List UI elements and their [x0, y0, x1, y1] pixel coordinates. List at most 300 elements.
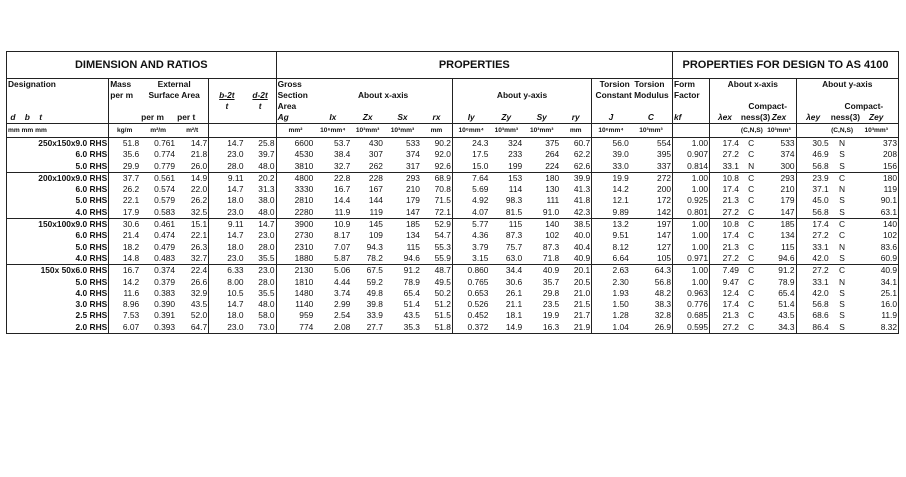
section-design: PROPERTIES FOR DESIGN TO AS 4100: [673, 52, 899, 79]
table-cell: 224: [545, 160, 560, 171]
table-cell: 3330: [294, 184, 314, 195]
table-cell: 14.7: [227, 230, 244, 241]
table-cell: 26.0: [176, 161, 209, 173]
table-cell: 147: [630, 230, 673, 241]
table-cell: 21.4: [122, 230, 140, 241]
about-x-header: About x-axis: [314, 90, 452, 101]
table-cell: 140: [854, 219, 898, 231]
data-body: [7, 138, 899, 334]
table-row: [7, 149, 899, 160]
table-cell: 144: [368, 195, 383, 206]
sym-lex: λex: [717, 112, 732, 122]
sym-per-t: per t: [176, 112, 209, 124]
table-cell: 14.2: [612, 184, 629, 195]
sym-sy: Sy: [536, 112, 547, 122]
table-cell: 317: [405, 160, 420, 171]
table-cell: 64.7: [176, 322, 209, 334]
gross-header: Gross: [277, 79, 302, 89]
table-cell: 10.8: [710, 172, 740, 184]
table-cell: 34.4: [489, 265, 523, 277]
table-cell: 21.5: [560, 299, 591, 310]
table-cell: 264: [545, 149, 560, 160]
table-cell: 48.7: [421, 265, 452, 277]
table-cell: 59.2: [366, 276, 383, 287]
unit-cell: 10³mm³: [489, 124, 523, 138]
table-cell: 39.9: [560, 172, 591, 184]
table-cell: 9.47: [722, 276, 739, 287]
table-cell: 10.8: [710, 219, 740, 231]
table-cell: 24.3: [472, 138, 489, 148]
table-cell: S: [839, 195, 845, 206]
table-cell: S: [839, 287, 845, 298]
table-cell: 4.36: [472, 230, 489, 241]
table-cell: 28.0: [245, 242, 277, 253]
table-cell: 130: [545, 184, 560, 195]
designation-cell: 150x100x9.0 RHS: [7, 219, 109, 231]
table-cell: 111: [546, 195, 560, 206]
table-cell: 1.00: [673, 277, 710, 288]
table-cell: 48.0: [245, 299, 277, 310]
table-cell: 37.1: [812, 184, 829, 195]
table-cell: 180: [854, 172, 898, 184]
torsion-constant-header: Torsion: [599, 79, 630, 89]
table-cell: 4530: [294, 149, 314, 160]
table-cell: 102: [883, 230, 897, 241]
designation-cell: 5.0 RHS: [7, 277, 109, 288]
table-cell: 0.779: [154, 160, 176, 171]
sym-per-m: per m: [141, 112, 164, 122]
modulus-header: Modulus: [634, 90, 669, 100]
table-cell: 5.06: [314, 265, 351, 277]
sym-ness-x: ness(3): [740, 112, 771, 122]
table-cell: 197: [630, 219, 673, 231]
unit-cell: 10³mm³: [762, 124, 796, 138]
table-cell: 94.3: [366, 241, 383, 252]
table-cell: 1.28: [612, 310, 629, 321]
sym-ag: Ag: [277, 112, 289, 122]
table-cell: 0.653: [467, 287, 489, 298]
table-cell: 23.9: [796, 172, 830, 184]
table-cell: 40.9: [560, 253, 591, 265]
table-cell: 49.8: [366, 287, 383, 298]
table-row: [7, 288, 899, 299]
external-header: External: [140, 79, 209, 91]
table-cell: 1880: [294, 252, 314, 263]
table-cell: 208: [883, 149, 897, 160]
table-cell: 75.7: [505, 241, 523, 252]
table-cell: 56.0: [612, 138, 629, 148]
table-cell: 0.452: [467, 310, 489, 321]
table-cell: 1.04: [612, 321, 629, 332]
table-cell: 78.2: [366, 252, 383, 263]
table-cell: 71.5: [421, 195, 452, 206]
header-row-1: [7, 79, 899, 91]
table-cell: 307: [368, 149, 383, 160]
table-cell: 27.7: [366, 321, 383, 332]
table-cell: 0.390: [154, 299, 176, 310]
table-row: [7, 219, 899, 231]
table-cell: 324: [508, 138, 523, 148]
table-cell: 13.2: [592, 219, 630, 231]
table-cell: 81.5: [505, 206, 523, 217]
table-cell: 21.3: [722, 241, 739, 252]
table-row: [7, 265, 899, 277]
table-cell: 28.0: [227, 160, 244, 171]
table-cell: 23.0: [227, 149, 244, 160]
table-cell: 0.765: [467, 276, 489, 287]
unit-cell: 10⁶mm⁴: [592, 124, 630, 138]
table-cell: 554: [630, 138, 673, 150]
table-cell: 2.54: [334, 310, 351, 321]
table-cell: 17.5: [472, 149, 489, 160]
table-cell: 11.6: [123, 287, 140, 298]
table-cell: 27.2: [812, 230, 829, 241]
table-cell: 2.99: [334, 299, 351, 310]
b2t-header: b-2t: [219, 90, 235, 100]
table-cell: 91.2: [384, 265, 421, 277]
table-cell: 22.1: [122, 195, 140, 206]
unit-cell: 10³mm³: [351, 124, 384, 138]
table-cell: 35.3: [403, 321, 420, 332]
table-cell: 23.0: [245, 265, 277, 277]
table-cell: 3.74: [334, 287, 351, 298]
table-cell: 0.860: [452, 265, 489, 277]
table-cell: N: [748, 160, 755, 171]
table-cell: 9.11: [209, 219, 245, 231]
table-cell: N: [839, 276, 846, 287]
table-cell: 78.9: [403, 276, 420, 287]
table-cell: 0.776: [673, 299, 710, 310]
table-cell: 142: [630, 207, 673, 219]
table-cell: 32.8: [630, 310, 673, 321]
table-cell: 68.9: [421, 172, 452, 184]
table-cell: C: [748, 287, 755, 298]
table-cell: 41.8: [560, 195, 591, 206]
table-cell: 115: [489, 219, 523, 231]
table-cell: 38.4: [334, 149, 351, 160]
table-cell: 5.87: [334, 252, 351, 263]
table-cell: 6.33: [209, 265, 245, 277]
designation-header: Designation: [7, 79, 109, 91]
table-cell: 2280: [294, 206, 314, 217]
unit-cell: [209, 124, 245, 138]
table-cell: C: [748, 206, 755, 217]
table-cell: 43.5: [176, 299, 209, 310]
table-cell: C: [748, 241, 755, 252]
table-cell: 21.0: [560, 288, 591, 299]
form-header: Form: [673, 79, 710, 91]
table-cell: 9.89: [612, 206, 629, 217]
table-cell: 87.3: [505, 230, 523, 241]
table-cell: 18.0: [227, 310, 244, 321]
table-cell: S: [839, 149, 845, 160]
table-cell: 35.5: [245, 288, 277, 299]
table-cell: 0.379: [154, 276, 176, 287]
table-cell: 90.1: [880, 195, 897, 206]
table-cell: 63.0: [505, 252, 523, 263]
designation-cell: 150x 50x6.0 RHS: [7, 265, 109, 277]
table-cell: 45.0: [812, 195, 829, 206]
table-cell: 71.8: [542, 252, 560, 263]
table-cell: 199: [508, 160, 523, 171]
table-cell: C: [830, 265, 855, 277]
table-cell: 38.5: [560, 219, 591, 231]
per-m-header: per m: [110, 90, 134, 100]
table-cell: C: [748, 321, 755, 332]
table-cell: S: [839, 299, 845, 310]
unit-cell: m²/t: [176, 124, 209, 138]
table-cell: 8.96: [122, 299, 140, 310]
table-cell: 2.08: [334, 321, 351, 332]
table-cell: 87.3: [542, 241, 560, 252]
sym-c: C: [630, 112, 673, 124]
table-cell: 373: [883, 138, 897, 148]
sym-zex: Zex: [762, 112, 796, 124]
table-cell: C: [839, 230, 846, 241]
table-cell: 51.8: [421, 322, 452, 334]
table-cell: S: [839, 310, 845, 321]
table-cell: 23.0: [245, 230, 277, 241]
table-cell: 210: [405, 184, 420, 195]
designation-cell: 2.0 RHS: [7, 322, 109, 334]
about-y-header: About y-axis: [452, 90, 591, 101]
table-cell: 30.5: [812, 138, 829, 148]
table-cell: 63.1: [880, 206, 897, 217]
table-cell: 1.00: [673, 219, 710, 231]
designation-cell: 6.0 RHS: [7, 230, 109, 241]
table-cell: 64.3: [630, 265, 673, 277]
table-cell: 1.00: [673, 242, 710, 253]
table-cell: 14.7: [227, 299, 244, 310]
table-cell: 1480: [294, 287, 314, 298]
table-cell: 11.9: [334, 206, 351, 217]
table-cell: 17.4: [722, 299, 739, 310]
sym-zey: Zey: [868, 112, 884, 122]
table-cell: 26.6: [176, 277, 209, 288]
table-cell: 56.8: [630, 277, 673, 288]
table-cell: 0.574: [154, 184, 176, 195]
table-cell: C: [748, 299, 755, 310]
table-cell: 134: [405, 230, 420, 241]
designation-cell: 3.0 RHS: [7, 299, 109, 310]
table-cell: 21.8: [176, 149, 209, 160]
table-cell: 65.4: [762, 288, 796, 299]
table-cell: 25.1: [880, 287, 897, 298]
table-cell: 0.814: [673, 161, 710, 173]
table-cell: 14.9: [176, 172, 209, 184]
table-cell: 14.7: [227, 138, 244, 148]
table-cell: 0.374: [140, 265, 176, 277]
d2t-header: d-2t: [252, 90, 268, 100]
table-cell: 17.9: [122, 206, 140, 217]
table-cell: 55.3: [421, 242, 452, 253]
table-cell: 92.0: [421, 149, 452, 160]
table-cell: 2130: [276, 265, 314, 277]
table-cell: 0.383: [154, 287, 176, 298]
table-cell: 21.3: [722, 195, 739, 206]
table-cell: 10.5: [227, 287, 244, 298]
sym-kf: kf: [673, 112, 710, 124]
compact-y-header: Compact-: [844, 101, 884, 111]
table-cell: 16.0: [880, 299, 897, 310]
table-cell: S: [839, 252, 845, 263]
table-cell: 145: [351, 219, 384, 231]
table-cell: 98.3: [505, 195, 523, 206]
table-cell: 51.4: [403, 299, 420, 310]
sym-ley: λey: [806, 112, 821, 122]
table-cell: 18.0: [227, 241, 244, 252]
table-cell: 0.685: [673, 310, 710, 321]
designation-cell: 4.0 RHS: [7, 253, 109, 265]
table-row: [7, 161, 899, 173]
constant-header: Constant: [595, 90, 632, 100]
table-cell: 395: [630, 149, 673, 160]
table-cell: 0.761: [154, 138, 176, 148]
table-cell: 32.9: [176, 288, 209, 299]
table-cell: 147: [762, 207, 796, 219]
table-cell: 109: [368, 230, 383, 241]
table-cell: 15.1: [176, 219, 209, 231]
table-cell: 34.1: [880, 276, 897, 287]
table-cell: 18.2: [122, 241, 140, 252]
table-cell: 29.8: [542, 287, 560, 298]
table-cell: C: [830, 219, 855, 231]
table-cell: 4.44: [334, 276, 351, 287]
table-cell: 2.30: [612, 276, 629, 287]
table-cell: 39.8: [366, 299, 383, 310]
table-cell: 43.5: [403, 310, 420, 321]
table-cell: C: [748, 195, 755, 206]
table-cell: 29.9: [122, 160, 140, 171]
table-cell: 48.0: [245, 161, 277, 173]
table-cell: 179: [762, 195, 796, 206]
table-cell: C: [748, 310, 755, 321]
table-cell: 0.483: [154, 252, 176, 263]
unit-cell: (C,N,S): [740, 124, 762, 138]
unit-cell: 10³mm³: [523, 124, 560, 138]
table-cell: 43.5: [762, 310, 796, 321]
designation-cell: 4.0 RHS: [7, 288, 109, 299]
table-cell: 180: [523, 172, 560, 184]
rhs-properties-table: [6, 51, 899, 334]
table-cell: 375: [545, 138, 560, 148]
table-cell: 6600: [294, 138, 314, 148]
table-cell: 179: [405, 195, 420, 206]
table-cell: 774: [299, 321, 314, 332]
table-cell: 10.9: [314, 219, 351, 231]
table-cell: 50.2: [421, 288, 452, 299]
table-cell: 20.5: [560, 277, 591, 288]
unit-cell: 10³mm³: [384, 124, 421, 138]
table-cell: N: [839, 241, 846, 252]
unit-cell: 10³mm³: [854, 124, 898, 138]
area-label: Area: [277, 101, 297, 111]
designation-cell: 200x100x9.0 RHS: [7, 172, 109, 184]
table-cell: 0.391: [154, 310, 176, 321]
table-cell: 272: [630, 172, 673, 184]
table-cell: 147: [405, 206, 420, 217]
table-row: [7, 242, 899, 253]
table-cell: 1140: [295, 299, 314, 310]
unit-cell: 10⁶mm⁴: [452, 124, 489, 138]
sym-zx: Zx: [362, 112, 373, 122]
table-cell: 337: [630, 161, 673, 173]
table-cell: 19.9: [542, 310, 560, 321]
unit-cell: [245, 124, 277, 138]
table-cell: 51.5: [421, 310, 452, 321]
table-cell: 52.9: [421, 219, 452, 231]
table-cell: 62.6: [560, 161, 591, 173]
table-cell: 2310: [294, 241, 314, 252]
table-cell: 9.51: [612, 230, 629, 241]
table-cell: 33.1: [722, 160, 739, 171]
table-cell: 65.4: [403, 287, 420, 298]
table-cell: 27.2: [722, 252, 739, 263]
table-cell: 6.07: [122, 321, 140, 332]
table-cell: 56.8: [812, 206, 829, 217]
table-cell: 32.7: [334, 160, 351, 171]
table-cell: 0.526: [467, 299, 489, 310]
table-cell: 127: [630, 242, 673, 253]
table-cell: 33.9: [366, 310, 383, 321]
table-cell: 1.93: [612, 287, 629, 298]
table-row: [7, 230, 899, 241]
table-cell: 34.3: [762, 322, 796, 334]
table-cell: 90.2: [421, 138, 452, 150]
table-cell: 8.00: [227, 276, 244, 287]
table-row: [7, 184, 899, 195]
table-cell: 83.6: [880, 241, 897, 252]
table-cell: 200: [630, 184, 673, 195]
table-cell: 119: [369, 206, 383, 217]
designation-cell: 4.0 RHS: [7, 207, 109, 219]
table-cell: 20.1: [560, 265, 591, 277]
table-cell: 62.2: [560, 149, 591, 160]
table-cell: 68.6: [812, 310, 829, 321]
table-cell: S: [839, 321, 845, 332]
unit-cell: mm mm mm: [7, 124, 109, 138]
designation-cell: 2.5 RHS: [7, 310, 109, 321]
table-cell: 0.461: [140, 219, 176, 231]
table-cell: 94.6: [762, 253, 796, 265]
table-cell: 0.907: [673, 149, 710, 160]
table-cell: 0.583: [154, 206, 176, 217]
table-cell: 32.5: [176, 207, 209, 219]
table-cell: 53.7: [334, 138, 351, 148]
sym-ix: Ix: [329, 112, 337, 122]
mass-header: Mass: [110, 79, 132, 89]
table-cell: C: [748, 138, 755, 148]
table-cell: 233: [508, 149, 523, 160]
table-cell: 16.7: [334, 184, 351, 195]
units-row: [7, 124, 899, 138]
table-cell: 21.1: [505, 299, 523, 310]
table-cell: 959: [299, 310, 314, 321]
table-cell: 12.1: [612, 195, 629, 206]
designation-cell: 6.0 RHS: [7, 149, 109, 160]
symbols-dbt: d b t: [7, 112, 109, 124]
table-cell: 1.00: [673, 184, 710, 195]
table-cell: 23.0: [227, 321, 244, 332]
table-cell: 0.372: [467, 321, 489, 332]
torsion-modulus-header: Torsion: [634, 79, 665, 89]
table-cell: 30.6: [109, 219, 140, 231]
table-cell: 430: [368, 138, 383, 148]
designation-cell: 6.0 RHS: [7, 184, 109, 195]
unit-cell: [710, 124, 740, 138]
table-cell: C: [740, 219, 762, 231]
table-cell: 51.8: [122, 138, 140, 148]
